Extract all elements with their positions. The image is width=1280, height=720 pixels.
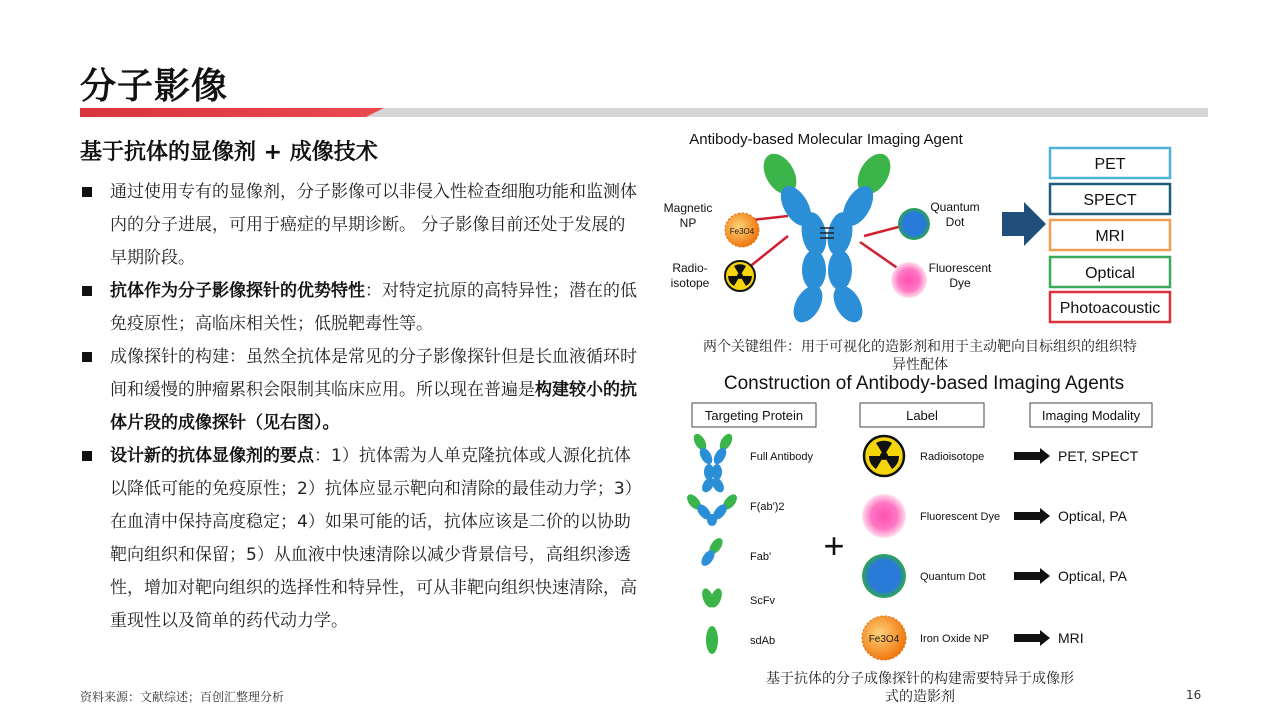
bullet-square-icon [82,451,92,461]
modality-optical-pa-2: Optical, PA [1058,568,1127,584]
radiation-icon [864,436,904,476]
quantum-dot-icon [898,208,930,240]
quantum-dot-icon [862,554,906,598]
bullet-square-icon [82,187,92,197]
radioisotope-label-2: isotope [670,276,710,290]
modality-optical-label: Optical [1085,265,1135,282]
fab2-fragment-icon [684,492,739,526]
bullet-list [80,176,640,638]
bullet-square-icon [82,352,92,362]
fluorescent-dye-label: Fluorescent [928,261,992,275]
page-title: 分子影像 [80,66,229,107]
figure1-title: Antibody-based Molecular Imaging Agent [689,131,963,148]
protein-sdab: sdAb [750,635,776,647]
modality-mri: MRI [1058,630,1084,646]
fe3o4-label: Fe3O4 [729,227,755,236]
antibody-imaging-agent-figure [664,124,1184,334]
antibody-icon [757,148,897,327]
scfv-fragment-icon [700,587,724,609]
header-label: Label [906,408,938,423]
label-iron-oxide-np: Iron Oxide NP [920,633,990,645]
title-accent-bar [80,108,384,117]
figure2-title: Construction of Antibody-based Imaging Agents [723,373,1125,394]
bullet-item-3: 成像探针的构建：虽然全抗体是常见的分子影像探针但是长血液循环时间和缓慢的肿瘤累积会限制其临床应用。所以现在普遍是构建较小的抗体片段的成像探针（见右图）。 [80,341,640,440]
fluorescent-dye-icon [891,262,927,298]
label-radioisotope: Radioisotope [920,451,985,463]
bullet-square-icon [82,286,92,296]
quantum-dot-label: Quantum [930,200,980,214]
plus-sign: + [823,525,845,566]
fab-fragment-icon [699,536,726,568]
arrow-right-icon [1002,202,1046,246]
protein-fab2: F(ab')2 [750,501,785,513]
radiation-icon [725,261,755,291]
figure1-caption: 两个关键组件：用于可视化的造影剂和用于主动靶向目标组织的组织特异性配体 [703,339,1137,373]
page-number: 16 [1186,688,1202,702]
figure2-caption: 基于抗体的分子成像探针的构建需要特异于成像形式的造影剂 [766,671,1074,705]
header-imaging-modality: Imaging Modality [1041,408,1141,423]
magnetic-np-label: Magnetic [664,201,713,215]
modality-pet-spect: PET, SPECT [1058,448,1139,464]
fluorescent-dye-icon [862,494,906,538]
modality-pet-label: PET [1094,156,1126,173]
modality-optical-pa-1: Optical, PA [1058,508,1127,524]
magnetic-np-label-2: NP [679,216,697,230]
modality-mri-label: MRI [1095,228,1125,245]
modality-box-list [1050,148,1170,322]
fe3o4-label: Fe3O4 [868,634,900,645]
construction-figure [664,368,1184,668]
header-targeting-protein: Targeting Protein [704,408,804,423]
fluorescent-dye-label-2: Dye [949,276,971,290]
bullet-item-4: 设计新的抗体显像剂的要点：1）抗体需为人单克隆抗体或人源化抗体以降低可能的免疫原性；2）抗体应显示靶向和清除的最佳动力学；3）在血清中保持高度稳定；4）如果可能的话，抗体应该是二价的以协助靶向组织和保留；5）从血液中快速清除以减少背景信号，高组织渗透性，增加对靶向组织的选择性和特异性，可从非靶向组织快速清除，高重现性以及简单的药代动力学。 [80,440,640,638]
quantum-dot-label-2: Dot [945,215,965,229]
label-fluorescent-dye: Fluorescent Dye [920,511,1001,523]
sdab-fragment-icon [706,626,718,654]
protein-full-antibody: Full Antibody [750,451,813,463]
protein-scfv: ScFv [750,595,776,607]
radioisotope-label: Radio- [672,261,708,275]
bullet-item-1: 通过使用专有的显像剂，分子影像可以非侵入性检查细胞功能和监测体内的分子进展，可用于癌症的早期诊断。 分子影像目前还处于发展的早期阶段。 [80,176,640,275]
arrow-right-icon [1014,630,1050,646]
full-antibody-icon [691,432,735,495]
protein-fab: Fab' [750,551,772,563]
source-note: 资料来源：文献综述；百创汇整理分析 [80,690,285,704]
arrow-right-icon [1014,508,1050,524]
bullet-item-2: 抗体作为分子影像探针的优势特性：对特定抗原的高特异性；潜在的低免疫原性；高临床相关性；低脱靶毒性等。 [80,275,640,341]
arrow-right-icon [1014,568,1050,584]
label-quantum-dot: Quantum Dot [920,571,986,583]
modality-photoacoustic-label: Photoacoustic [1059,300,1161,317]
modality-spect-label: SPECT [1083,192,1137,209]
arrow-right-icon [1014,448,1050,464]
section-subtitle: 基于抗体的显像剂 + 成像技术 [80,140,378,165]
